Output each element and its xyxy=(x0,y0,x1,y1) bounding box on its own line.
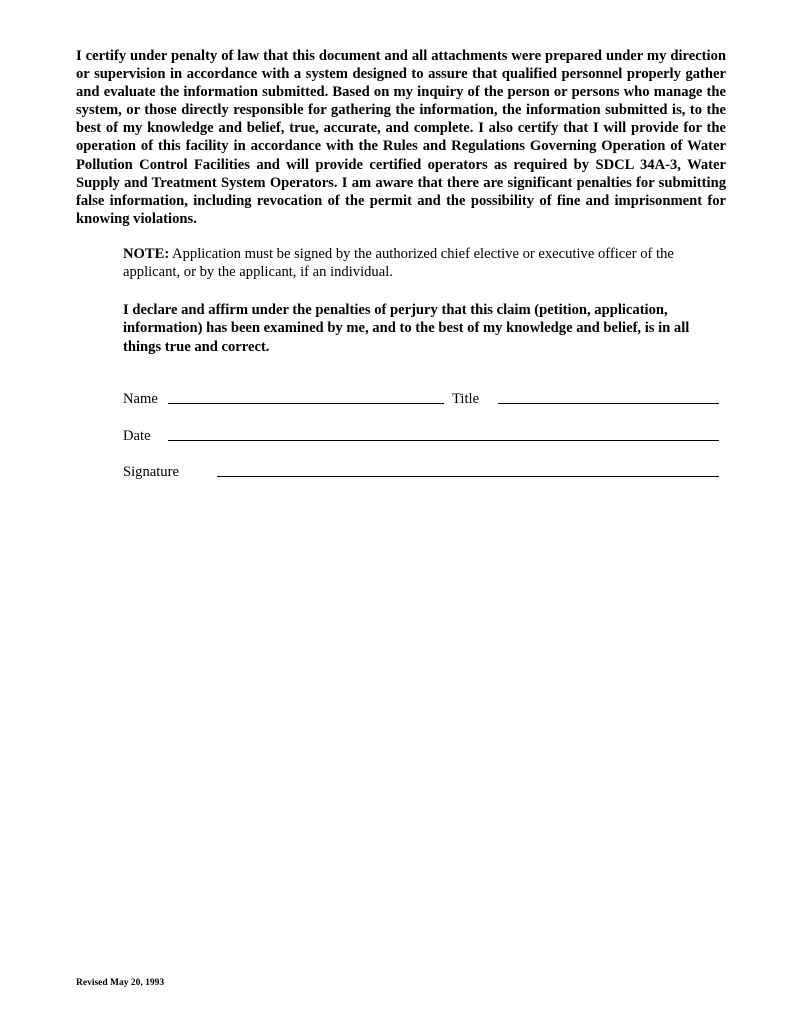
title-label: Title xyxy=(452,391,480,407)
title-field-line[interactable] xyxy=(498,403,719,404)
signature-field-line[interactable] xyxy=(217,476,719,477)
note-label: NOTE: xyxy=(123,246,170,262)
name-label: Name xyxy=(123,391,158,407)
certification-statement: I certify under penalty of law that this document and all attachments were prepared under my direction or supervision in accordance with a system designed to assure that qualified personnel properly gather and evaluate the information submitted. Based on my inquiry of the person or persons who manage the system, or those directly responsible for gathering the information, the information submitted is, to the best of my knowledge and belief, true, accurate, and complete. I also certify that I will provide for the operation of this facility in accordance with the Rules and Regulations Governing Operation of Water Pollution Control Facilities and will provide certified operators as required by SDCL 34A-3, Water Supply and Treatment System Operators. I am aware that there are significant penalties for submitting false information, including revocation of the permit and the possibility of fine and imprisonment for knowing violations. xyxy=(76,48,726,227)
date-label: Date xyxy=(123,428,151,444)
date-field-line[interactable] xyxy=(168,440,719,441)
perjury-declaration: I declare and affirm under the penalties of perjury that this claim (petition, application, information) has been examined by me, and to the best of my knowledge and belief, is in all things true and correct. xyxy=(123,302,690,355)
revision-date: Revised May 20, 1993 xyxy=(76,978,165,988)
name-field-line[interactable] xyxy=(168,403,444,404)
signature-label: Signature xyxy=(123,464,179,480)
note-paragraph xyxy=(123,245,728,281)
note-text: Application must be signed by the authorized chief elective or executive officer of the applicant, or by the applicant, if an individual. xyxy=(123,246,674,281)
